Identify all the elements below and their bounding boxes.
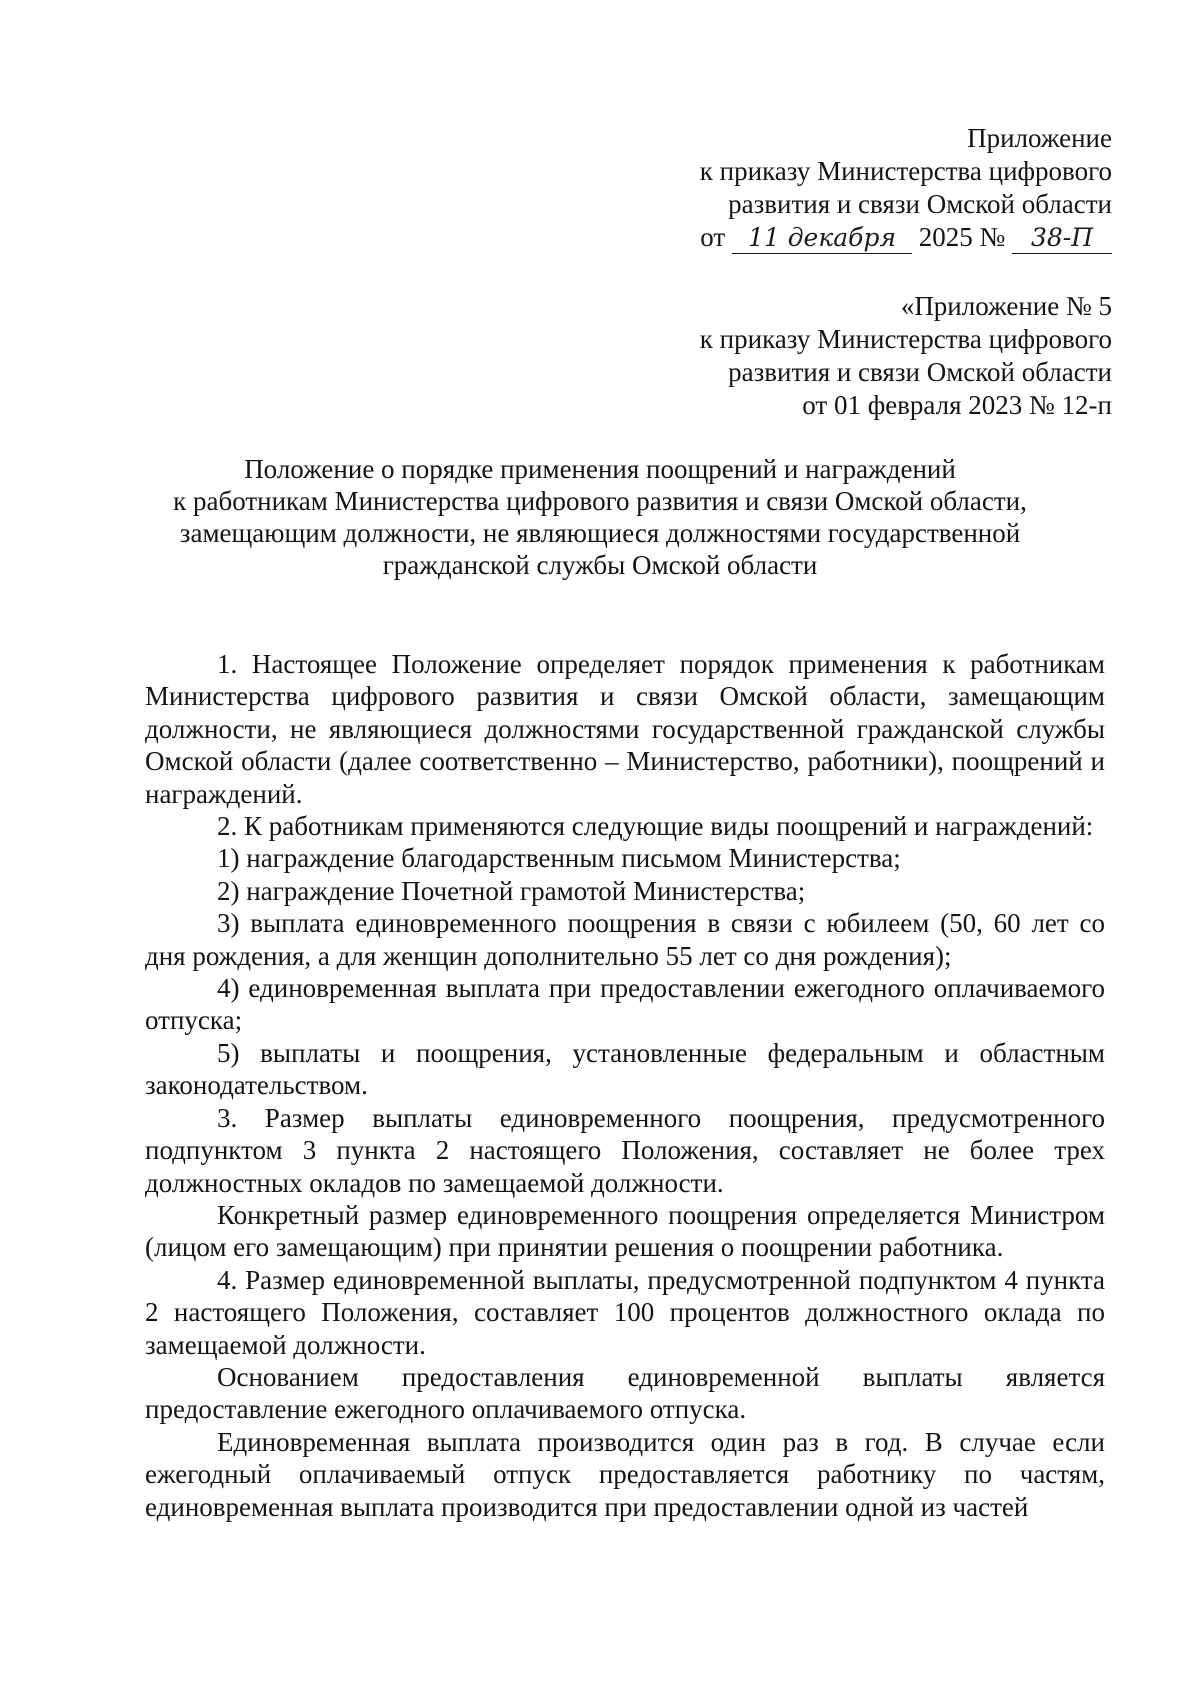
appendix-line: к приказу Министерства цифрового	[699, 156, 1112, 186]
document-title	[100, 453, 1100, 581]
paragraph: Конкретный размер единовременного поощрения определяется Министром (лицом его замещающим) при принятии решения о поощрении работника.	[145, 1199, 1105, 1263]
paragraph: Единовременная выплата производится один раз в год. В случае если ежегодный оплачиваемый отпуск предоставляется работнику по частям, единовременная выплата производится при предоставлении одной из частей	[145, 1426, 1105, 1522]
paragraph: 4) единовременная выплата при предоставлении ежегодного оплачиваемого отпуска;	[145, 973, 1105, 1036]
paragraph: 2) награждение Почетной грамотой Министерства;	[217, 875, 806, 906]
year-text: 2025 №	[918, 222, 1006, 252]
title-line: к работникам Министерства цифрового развития и связи Омской области,	[173, 486, 1027, 516]
quoted-appendix-line: от 01 февраля 2023 № 12-п	[802, 390, 1112, 420]
quoted-appendix-line: развития и связи Омской области	[728, 357, 1112, 387]
appendix-line: развития и связи Омской области	[728, 189, 1112, 219]
paragraph: 5) выплаты и поощрения, установленные федеральным и областным законодательством.	[145, 1037, 1105, 1101]
handwritten-date: 11 декабря	[732, 223, 912, 254]
date-prefix: от	[700, 222, 726, 252]
paragraph: 4. Размер единовременной выплаты, предусмотренной подпунктом 4 пункта 2 настоящего Положения, составляет 100 процентов должностного оклада по замещаемой должности.	[145, 1264, 1105, 1360]
quoted-appendix-header	[700, 290, 1112, 422]
paragraph: 3. Размер выплаты единовременного поощрения, предусмотренного подпунктом 3 пункта 2 настоящего Положения, составляет не более трех должностных окладов по замещаемой должности.	[145, 1102, 1105, 1198]
quoted-appendix-line: к приказу Министерства цифрового	[699, 324, 1112, 354]
title-line: Положение о порядке применения поощрений и награждений	[244, 454, 956, 484]
handwritten-number: 38-П	[1012, 223, 1112, 254]
title-line: замещающим должности, не являющиеся должностями государственной	[179, 518, 1021, 548]
appendix-header	[700, 122, 1112, 254]
appendix-date-line	[700, 221, 1112, 254]
paragraph: Основанием предоставления единовременной выплаты является предоставление ежегодного оплачиваемого отпуска.	[145, 1361, 1105, 1425]
document-body	[145, 648, 1105, 1523]
paragraph: 1. Настоящее Положение определяет порядок применения к работникам Министерства цифрового развития и связи Омской области, замещающим должности, не являющиеся должностями государственной гражданской службы Омской области (далее соответственно – Министерство, работники), поощрений и награждений.	[145, 649, 1105, 809]
quoted-appendix-line: «Приложение № 5	[900, 291, 1112, 321]
paragraph: 2. К работникам применяются следующие виды поощрений и награждений:	[217, 811, 1094, 842]
paragraph: 1) награждение благодарственным письмом Министерства;	[217, 843, 901, 874]
title-line: гражданской службы Омской области	[382, 550, 818, 580]
appendix-line: Приложение	[967, 123, 1112, 153]
paragraph: 3) выплата единовременного поощрения в связи с юбилеем (50, 60 лет со дня рождения, а для женщин дополнительно 55 лет со дня рождения);	[145, 908, 1105, 971]
